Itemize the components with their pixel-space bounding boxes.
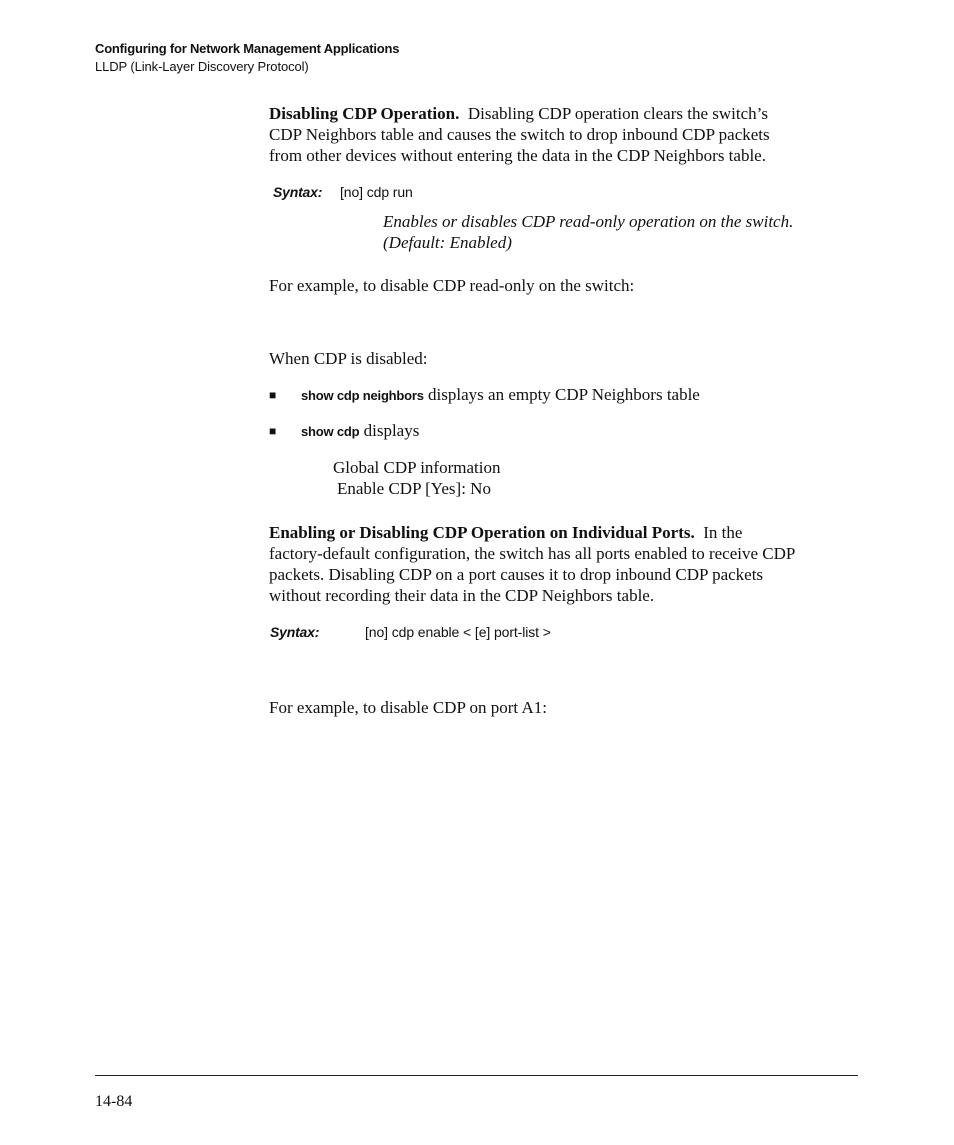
global-cdp-information: Global CDP information <box>333 458 501 477</box>
syntax-command-cdp-enable: [no] cdp enable < [e] port-list > <box>365 624 551 640</box>
show-cdp-command: show cdp <box>301 424 360 439</box>
bullet-text-2: displays <box>359 421 420 440</box>
cdp-run-description <box>383 211 863 253</box>
example-disable-cdp-switch: For example, to disable CDP read-only on the switch: <box>269 276 635 295</box>
disabling-cdp-heading: Disabling CDP Operation. <box>269 104 460 123</box>
enable-cdp-status: Enable CDP [Yes]: No <box>337 479 491 498</box>
syntax-label-cdp-enable: Syntax: <box>270 624 320 640</box>
cdp-run-description-line-1: Enables or disables CDP read-only operation on the switch. <box>383 212 794 231</box>
per-port-body-4: without recording their data in the CDP Neighbors table. <box>269 586 655 605</box>
bullet-text-1: displays an empty CDP Neighbors table <box>423 385 700 404</box>
bullet-marker-2: ■ <box>269 424 277 438</box>
disabling-cdp-body-3: from other devices without entering the data in the CDP Neighbors table. <box>269 146 766 165</box>
per-port-body-2: factory-default configuration, the switch has all ports enabled to receive CDP <box>269 544 796 563</box>
per-port-cdp-paragraph <box>269 522 869 606</box>
per-port-body-3: packets. Disabling CDP on a port causes it to drop inbound CDP packets <box>269 565 764 584</box>
disabling-cdp-body-2: CDP Neighbors table and causes the switch to drop inbound CDP packets <box>269 125 770 144</box>
running-header-subtitle: LLDP (Link-Layer Discovery Protocol) <box>95 59 309 74</box>
disabling-cdp-paragraph <box>269 103 869 166</box>
when-cdp-disabled: When CDP is disabled: <box>269 349 428 368</box>
per-port-cdp-heading: Enabling or Disabling CDP Operation on Individual Ports. <box>269 523 695 542</box>
footer-rule <box>95 1075 858 1076</box>
syntax-command-cdp-run: [no] cdp run <box>340 184 413 200</box>
cdp-run-description-line-2: (Default: Enabled) <box>383 233 512 252</box>
syntax-label-cdp-run: Syntax: <box>273 184 323 200</box>
bullet-item-show-cdp <box>301 420 419 442</box>
example-disable-cdp-port: For example, to disable CDP on port A1: <box>269 698 547 717</box>
bullet-marker-1: ■ <box>269 388 277 402</box>
show-cdp-neighbors-command: show cdp neighbors <box>301 388 424 403</box>
disabling-cdp-body-1: Disabling CDP operation clears the switch’s <box>467 104 768 123</box>
page-number: 14-84 <box>95 1093 133 1110</box>
bullet-item-show-cdp-neighbors <box>301 384 700 406</box>
per-port-body-1: In the <box>703 523 743 542</box>
running-header-title: Configuring for Network Management Applications <box>95 41 400 56</box>
